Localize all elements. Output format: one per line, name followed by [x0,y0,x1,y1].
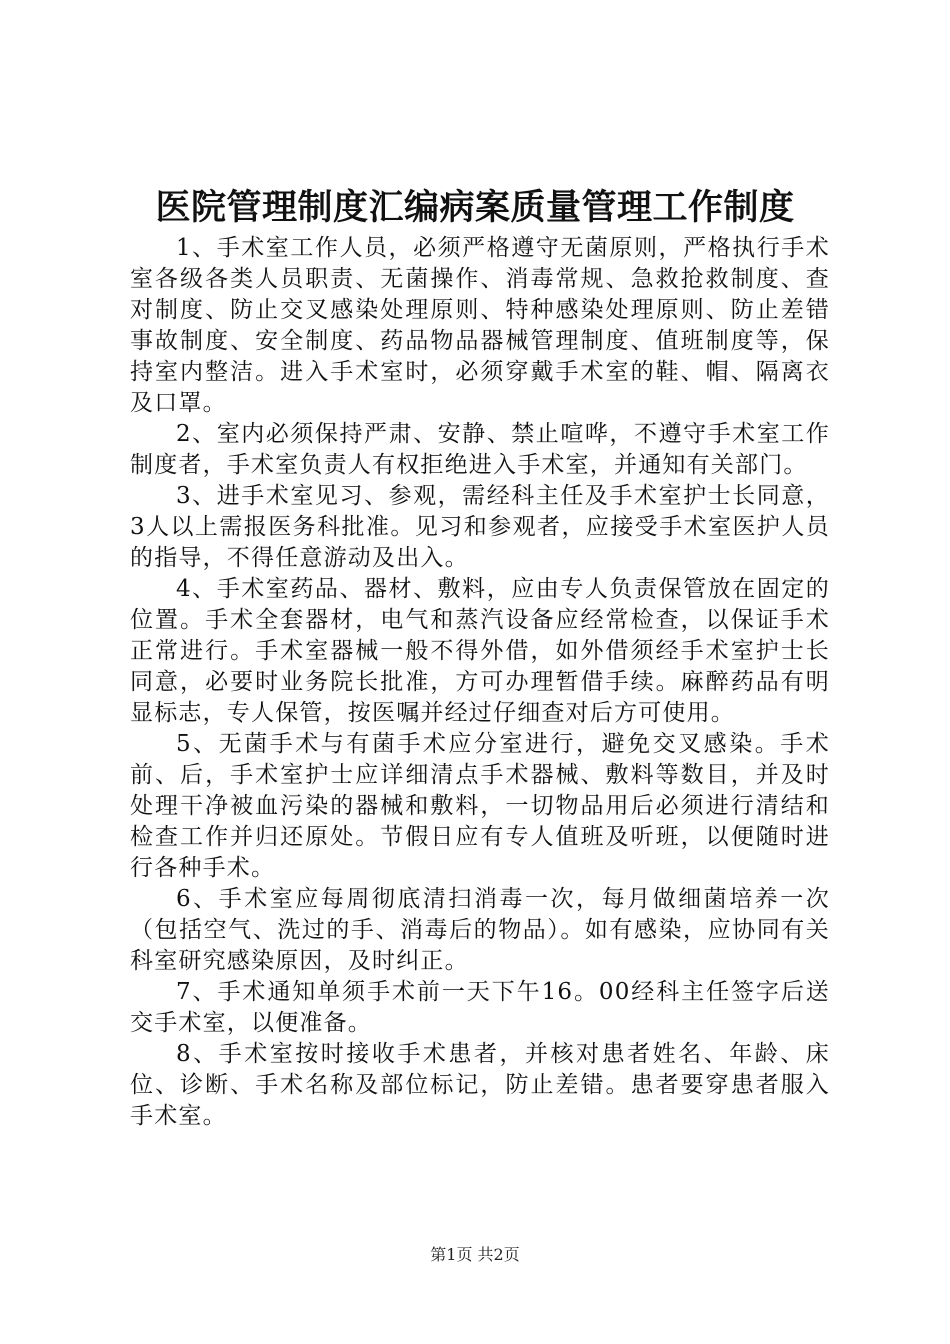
paragraph-6: 6、手术室应每周彻底清扫消毒一次，每月做细菌培养一次（包括空气、洗过的手、消毒后的物品）。如有感染，应协同有关科室研究感染原因，及时纠正。 [130,886,830,974]
paragraph-5: 5、无菌手术与有菌手术应分室进行，避免交叉感染。手术前、后，手术室护士应详细清点手术器械、敷料等数目，并及时处理干净被血污染的器械和敷料，一切物品用后必须进行清结和检查工作并归还原处。节假日应有专人值班及听班，以便随时进行各种手术。 [130,731,830,881]
document-title: 医院管理制度汇编病案质量管理工作制度 [155,187,795,228]
document-body [130,233,830,1132]
paragraph-8: 8、手术室按时接收手术患者，并核对患者姓名、年龄、床位、诊断、手术名称及部位标记，防止差错。患者要穿患者服入手术室。 [130,1041,830,1129]
paragraph-7: 7、手术通知单须手术前一天下午16。00经科主任签字后送交手术室，以便准备。 [130,979,830,1036]
paragraph-2: 2、室内必须保持严肃、安静、禁止喧哗，不遵守手术室工作制度者，手术室负责人有权拒绝进入手术室，并通知有关部门。 [130,421,830,478]
page-number-footer: 第1页 共2页 [430,1245,520,1264]
paragraph-1: 1、手术室工作人员，必须严格遵守无菌原则，严格执行手术室各级各类人员职责、无菌操作、消毒常规、急救抢救制度、查对制度、防止交叉感染处理原则、特种感染处理原则、防止差错事故制度、安全制度、药品物品器械管理制度、值班制度等，保持室内整洁。进入手术室时，必须穿戴手术室的鞋、帽、隔离衣及口罩。 [130,235,830,416]
paragraph-4: 4、手术室药品、器材、敷料，应由专人负责保管放在固定的位置。手术全套器材，电气和蒸汽设备应经常检查，以保证手术正常进行。手术室器械一般不得外借，如外借须经手术室护士长同意，必要时业务院长批准，方可办理暂借手续。麻醉药品有明显标志，专人保管，按医嘱并经过仔细查对后方可使用。 [130,576,830,726]
paragraph-3: 3、进手术室见习、参观，需经科主任及手术室护士长同意，3人以上需报医务科批准。见习和参观者，应接受手术室医护人员的指导，不得任意游动及出入。 [130,483,830,571]
